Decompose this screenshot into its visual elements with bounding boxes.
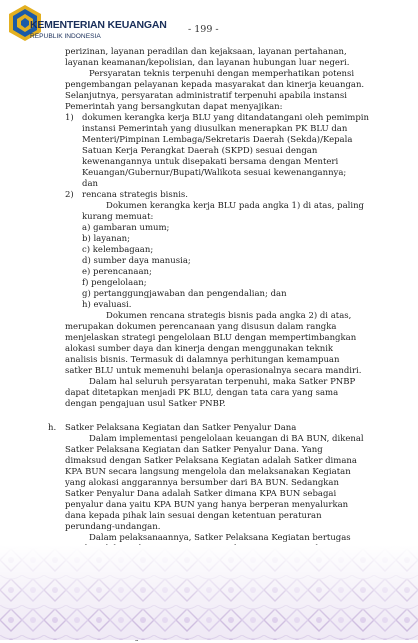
text-line: analisis bisnis. Termasuk di dalamnya perhitungan kemampuan <box>65 355 340 365</box>
text-line: instansi Pemerintah yang diusulkan menerapkan PK BLU dan <box>82 124 348 134</box>
text-line: Selanjutnya, persyaratan administratif terpenuhi apabila instansi <box>65 91 347 101</box>
page-number: - 199 - <box>188 24 219 35</box>
text-line: perizinan, layanan peradilan dan kejaksaan, layanan pertahanan, <box>65 47 347 57</box>
text-line: perundang-undangan. <box>65 522 161 532</box>
list-item: f) pengelolaan; <box>82 278 147 288</box>
text-line: menjelaskan strategi pengelolaan BLU dengan mempertimbangkan <box>65 333 357 343</box>
text-line: dana kepada pihak lain sesuai dengan ketentuan peraturan <box>65 511 322 521</box>
text-line: Pemerintah yang bersangkutan dapat menyajikan: <box>65 102 283 112</box>
page-header <box>0 0 418 44</box>
text-line: merupakan dokumen perencanaan yang disusun dalam rangka <box>65 322 337 332</box>
text-line: dokumen kerangka kerja BLU yang ditandatangani oleh pemimpin <box>82 113 369 123</box>
text-line: Keuangan/Gubernur/Bupati/Walikota sesuai kewenangannya; <box>82 168 347 178</box>
list-item: b) layanan; <box>82 234 130 244</box>
text-line: Persyaratan teknis terpenuhi dengan memperhatikan potensi <box>89 69 355 79</box>
list-item: d) sumber daya manusia; <box>82 256 191 266</box>
text-line: Satker Penyalur Dana adalah Satker dimana KPA BUN sebagai <box>65 489 337 499</box>
text-line: Menteri/Pimpinan Lembaga/Sekretaris Daerah (Sekda)/Kepala <box>82 135 353 145</box>
text-line: KPA BUN secara langsung mengelola dan melaksanakan Kegiatan <box>65 467 351 477</box>
text-line: Dalam pelaksanaannya, Satker Pelaksana Kegiatan bertugas <box>89 533 351 543</box>
republic-name: REPUBLIK INDONESIA <box>30 33 101 40</box>
batik-footer-pattern <box>0 545 418 640</box>
list-item: a) gambaran umum; <box>82 223 170 233</box>
text-line: Satker Pelaksana Kegiatan dan Satker Penyalur Dana. Yang <box>65 445 323 455</box>
text-line: Dalam hal seluruh persyaratan terpenuhi, maka Satker PNBP <box>89 377 356 387</box>
text-line: penyalur dana yaitu KPA BUN yang hanya berperan menyalurkan <box>65 500 349 510</box>
text-line: pengembangan pelayanan kepada masyarakat dan kinerja keuangan. <box>65 80 365 90</box>
batik-pattern-icon <box>0 545 418 640</box>
list-item: e) perencanaan; <box>82 267 152 277</box>
text-line: alokasi sumber daya dan kinerja dengan menggunakan teknik <box>65 344 334 354</box>
text-line: dan <box>82 179 98 189</box>
text-line: dimaksud dengan Satker Pelaksana Kegiatan adalah Satker dimana <box>65 456 357 466</box>
text-line: dengan pengajuan usul Satker PNBP. <box>65 399 226 409</box>
text-line: Dalam implementasi pengelolaan keuangan di BA BUN, dikenal <box>89 434 364 444</box>
text-line: yang alokasi anggarannya bersumber dari BA BUN. Sedangkan <box>65 478 339 488</box>
list-item: g) pertanggungjawaban dan pengendalian; dan <box>82 289 287 299</box>
text-line: layanan keamanan/kepolisian, dan layanan hubungan luar negeri. <box>65 58 350 68</box>
text-line: dapat ditetapkan menjadi PK BLU, dengan tata cara yang sama <box>65 388 339 398</box>
text-line: Satuan Kerja Perangkat Daerah (SKPD) sesuai dengan <box>82 146 318 156</box>
text-line: Dokumen kerangka kerja BLU pada angka 1) di atas, paling <box>106 201 365 211</box>
list-marker: 1) <box>65 113 74 123</box>
text-line: Dokumen rencana strategis bisnis pada angka 2) di atas, <box>106 311 352 321</box>
section-heading: Satker Pelaksana Kegiatan dan Satker Penyalur Dana <box>65 423 297 433</box>
ministry-name: KEMENTERIAN KEUANGAN <box>30 19 167 31</box>
list-marker: 2) <box>65 190 74 200</box>
text-line: kurang memuat: <box>82 212 154 222</box>
text-line: kewenangannya untuk disepakati bersama dengan Menteri <box>82 157 339 167</box>
text-line: rencana strategis bisnis. <box>82 190 188 200</box>
list-item: h) evaluasi. <box>82 300 132 310</box>
section-marker: h. <box>48 423 57 433</box>
list-item: c) kelembagaan; <box>82 245 154 255</box>
text-line: satker BLU untuk memenuhi belanja operasionalnya secara mandiri. <box>65 366 362 376</box>
